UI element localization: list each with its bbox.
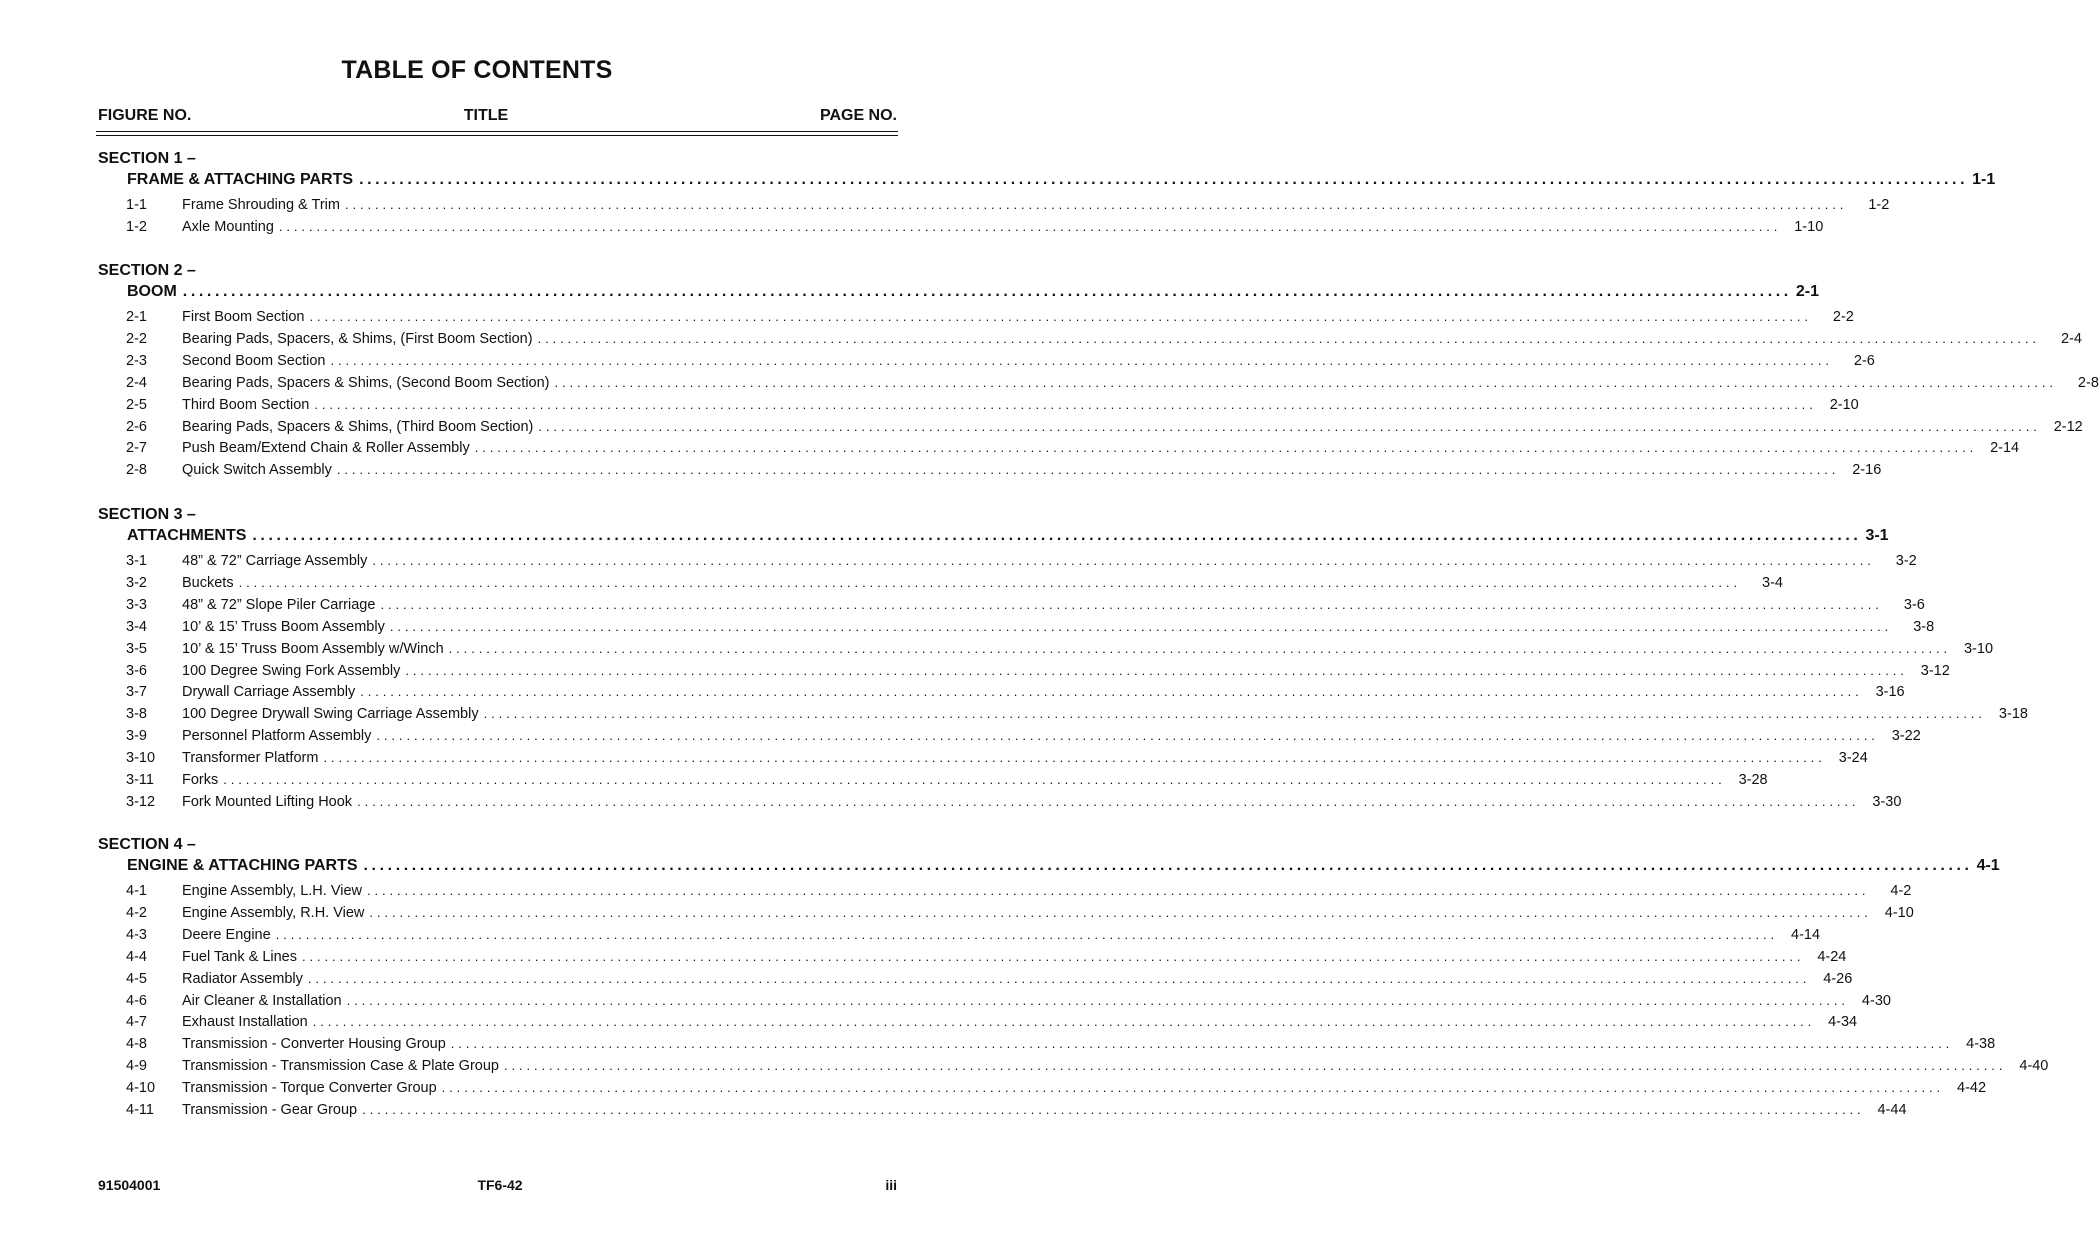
dot-leader: ........................................................................................................................................................................................................ (405, 662, 1908, 678)
dot-leader: ........................................................................................................................................................................................................ (346, 992, 1849, 1008)
figure-title: 10’ & 15’ Truss Boom Assembly (182, 618, 385, 635)
figure-number: 1-1 (126, 197, 147, 213)
figure-number: 4-6 (126, 992, 147, 1009)
toc-entry[interactable] (126, 418, 2083, 439)
figure-page-number: 2-14 (1990, 440, 2020, 457)
figure-number: 4-8 (126, 1036, 147, 1053)
figure-title: 10’ & 15’ Truss Boom Assembly w/Winch (182, 640, 444, 657)
figure-title: Engine Assembly, R.H. View (182, 904, 365, 921)
dot-leader: ........................................................................................................................................................................................................ (450, 1036, 1954, 1052)
footer-doc-number: 91504001 (98, 1177, 161, 1193)
figure-number: 3-9 (126, 728, 147, 745)
dot-leader: ........................................................................................................................................................................................................ (380, 596, 1883, 612)
figure-page-number: 3-4 (1762, 574, 1783, 591)
toc-entry[interactable] (126, 926, 1821, 947)
dot-leader: ........................................................................................................................................................................................................ (182, 283, 1792, 300)
dot-leader: ........................................................................................................................................................................................................ (307, 970, 1811, 986)
figure-page-number: 4-14 (1791, 926, 1821, 943)
figure-title: Quick Switch Assembly (182, 462, 332, 479)
figure-title: Transmission - Transmission Case & Plate Group (182, 1058, 499, 1075)
section-heading-row[interactable] (127, 171, 1996, 191)
section-page-number: 2-1 (1795, 283, 1819, 300)
toc-entry[interactable] (126, 1036, 1996, 1056)
section-page-number: 3-1 (1865, 527, 1889, 544)
figure-number: 3-12 (126, 793, 156, 810)
toc-entry[interactable] (126, 904, 1914, 925)
toc-entry[interactable] (126, 596, 1925, 617)
figure-page-number: 2-12 (2053, 418, 2083, 435)
figure-title: Push Beam/Extend Chain & Roller Assembly (182, 440, 470, 457)
toc-entry[interactable] (126, 396, 1859, 417)
dot-leader: ........................................................................................................................................................................................................ (302, 948, 1805, 964)
figure-title: Forks (182, 772, 219, 788)
toc-entry[interactable] (126, 684, 1905, 704)
toc-entry[interactable] (126, 618, 1935, 639)
figure-title: First Boom Section (182, 309, 305, 325)
figure-number: 4-2 (126, 904, 147, 921)
toc-entry[interactable] (126, 218, 1824, 239)
figure-title: Air Cleaner & Installation (182, 992, 342, 1009)
figure-page-number: 3-2 (1895, 553, 1917, 569)
dot-leader: ........................................................................................................................................................................................................ (537, 330, 2040, 346)
figure-page-number: 2-4 (2060, 330, 2082, 347)
toc-entry[interactable] (126, 640, 1994, 661)
dot-leader: ........................................................................................................................................................................................................ (238, 574, 1741, 590)
dot-leader: ........................................................................................................................................................................................................ (362, 1102, 1865, 1117)
dot-leader: ........................................................................................................................................................................................................ (503, 1058, 2007, 1074)
figure-page-number: 4-42 (1957, 1080, 1987, 1097)
figure-title: Transformer Platform (182, 750, 319, 767)
figure-title: 100 Degree Drywall Swing Carriage Assembly (182, 706, 479, 723)
figure-page-number: 3-22 (1891, 728, 1921, 745)
dot-leader: ........................................................................................................................................................................................................ (483, 706, 1986, 722)
section-label: SECTION 4 – (98, 836, 196, 853)
figure-number: 2-1 (126, 309, 147, 325)
toc-entry[interactable] (126, 309, 1854, 329)
figure-page-number: 3-10 (1963, 640, 1994, 657)
dot-leader: ........................................................................................................................................................................................................ (367, 883, 1870, 898)
footer-page-number: iii (885, 1177, 897, 1193)
toc-entry[interactable] (126, 992, 1891, 1013)
figure-page-number: 4-38 (1966, 1036, 1996, 1053)
figure-page-number: 1-10 (1794, 218, 1824, 235)
dot-leader: ........................................................................................................................................................................................................ (369, 904, 1872, 920)
section-heading-row[interactable] (127, 527, 1889, 547)
figure-page-number: 4-30 (1861, 992, 1891, 1009)
header-rule-top (96, 131, 898, 132)
figure-title: Deere Engine (182, 926, 271, 943)
toc-entry[interactable] (126, 970, 1853, 991)
dot-leader: ........................................................................................................................................................................................................ (363, 857, 1973, 874)
dot-leader: ........................................................................................................................................................................................................ (223, 772, 1726, 787)
figure-title: Fuel Tank & Lines (182, 948, 297, 965)
dot-leader: ........................................................................................................................................................................................................ (372, 553, 1875, 568)
dot-leader: ........................................................................................................................................................................................................ (441, 1080, 1945, 1096)
figure-page-number: 3-6 (1903, 596, 1925, 613)
section-label: SECTION 3 – (98, 506, 196, 523)
figure-number: 4-3 (126, 926, 147, 943)
figure-number: 3-4 (126, 618, 147, 635)
figure-page-number: 3-18 (1998, 706, 2028, 723)
figure-page-number: 3-30 (1872, 793, 1902, 810)
dot-leader: ........................................................................................................................................................................................................ (252, 527, 1862, 544)
figure-title: Transmission - Converter Housing Group (182, 1036, 446, 1053)
section-heading-row[interactable] (127, 857, 2000, 877)
figure-page-number: 3-16 (1875, 684, 1905, 701)
dot-leader: ........................................................................................................................................................................................................ (389, 618, 1893, 634)
figure-number: 4-4 (126, 948, 147, 965)
figure-number: 3-2 (126, 574, 147, 591)
dot-leader: ........................................................................................................................................................................................................ (336, 462, 1840, 478)
figure-page-number: 3-8 (1913, 618, 1935, 635)
figure-number: 2-5 (126, 396, 147, 413)
figure-title: Engine Assembly, L.H. View (182, 883, 362, 899)
figure-number: 4-10 (126, 1080, 156, 1097)
figure-title: Buckets (182, 574, 234, 591)
dot-leader: ........................................................................................................................................................................................................ (360, 684, 1863, 700)
figure-number: 3-3 (126, 596, 147, 613)
header-rule-bottom (96, 135, 898, 136)
dot-leader: ........................................................................................................................................................................................................ (344, 197, 1848, 212)
figure-title: Third Boom Section (182, 396, 310, 413)
figure-title: Personnel Platform Assembly (182, 728, 372, 745)
toc-entry[interactable] (126, 728, 1921, 748)
section-heading-row[interactable] (127, 283, 1819, 303)
figure-page-number: 4-24 (1817, 948, 1847, 965)
toc-entry[interactable] (126, 374, 2099, 395)
section-title: ENGINE & ATTACHING PARTS (127, 857, 358, 874)
figure-page-number: 4-34 (1828, 1014, 1858, 1031)
figure-number: 2-2 (126, 330, 147, 347)
toc-entry[interactable] (126, 948, 1847, 969)
toc-entry[interactable] (126, 662, 1950, 683)
dot-leader: ........................................................................................................................................................................................................ (309, 309, 1812, 324)
figure-number: 4-7 (126, 1014, 147, 1031)
toc-entry[interactable] (126, 574, 1783, 595)
figure-number: 3-6 (126, 662, 147, 679)
dot-leader: ........................................................................................................................................................................................................ (448, 640, 1952, 656)
figure-title: Exhaust Installation (182, 1014, 308, 1031)
dot-leader: ........................................................................................................................................................................................................ (312, 1014, 1816, 1030)
figure-page-number: 1-2 (1868, 197, 1890, 213)
figure-number: 2-4 (126, 374, 147, 391)
figure-page-number: 3-28 (1738, 772, 1768, 788)
figure-title: Drywall Carriage Assembly (182, 684, 356, 701)
toc-entry[interactable] (126, 1080, 1987, 1100)
section-page-number: 1-1 (1972, 171, 1996, 188)
dot-leader: ........................................................................................................................................................................................................ (538, 418, 2041, 434)
figure-title: Bearing Pads, Spacers, & Shims, (First Boom Section) (182, 330, 533, 347)
figure-title: Transmission - Torque Converter Group (182, 1080, 437, 1097)
toc-entry[interactable] (126, 1014, 1858, 1034)
figure-title: Axle Mounting (182, 218, 274, 235)
section-page-number: 4-1 (1976, 857, 2000, 874)
figure-number: 2-3 (126, 352, 147, 369)
figure-number: 3-10 (126, 750, 156, 767)
dot-leader: ........................................................................................................................................................................................................ (330, 352, 1833, 368)
toc-entry[interactable] (126, 772, 1768, 792)
dot-leader: ........................................................................................................................................................................................................ (359, 171, 1969, 188)
figure-number: 4-5 (126, 970, 147, 987)
section-title: BOOM (127, 283, 177, 300)
figure-page-number: 3-12 (1920, 662, 1950, 679)
figure-page-number: 4-10 (1884, 904, 1914, 921)
figure-number: 3-5 (126, 640, 147, 657)
figure-title: 48” & 72” Slope Piler Carriage (182, 596, 376, 613)
figure-page-number: 4-26 (1823, 970, 1853, 987)
figure-title: 100 Degree Swing Fork Assembly (182, 662, 401, 679)
toc-entry[interactable] (126, 750, 1868, 770)
dot-leader: ........................................................................................................................................................................................................ (278, 218, 1782, 234)
column-header-figure: FIGURE NO. (98, 107, 192, 124)
figure-number: 2-7 (126, 440, 147, 457)
page-title: TABLE OF CONTENTS (341, 56, 613, 84)
toc-entry[interactable] (126, 330, 2082, 351)
dot-leader: ........................................................................................................................................................................................................ (554, 374, 2057, 390)
figure-page-number: 4-2 (1890, 883, 1912, 899)
figure-title: Fork Mounted Lifting Hook (182, 793, 353, 810)
dot-leader: ........................................................................................................................................................................................................ (474, 440, 1978, 456)
section-title: FRAME & ATTACHING PARTS (127, 171, 354, 188)
figure-title: Transmission - Gear Group (182, 1102, 358, 1118)
footer-model: TF6-42 (477, 1177, 523, 1193)
figure-page-number: 4-40 (2019, 1058, 2049, 1075)
toc-entry[interactable] (126, 883, 1912, 903)
dot-leader: ........................................................................................................................................................................................................ (376, 728, 1879, 744)
toc-entry[interactable] (126, 1102, 1907, 1122)
dot-leader: ........................................................................................................................................................................................................ (275, 926, 1779, 942)
toc-entry[interactable] (126, 706, 2028, 726)
dot-leader: ........................................................................................................................................................................................................ (314, 396, 1817, 412)
figure-page-number: 3-24 (1838, 750, 1868, 767)
section-label: SECTION 2 – (98, 262, 196, 279)
dot-leader: ........................................................................................................................................................................................................ (323, 750, 1826, 766)
figure-number: 4-9 (126, 1058, 147, 1075)
toc-entry[interactable] (126, 553, 1917, 573)
toc-entry[interactable] (126, 352, 1875, 373)
toc-entry[interactable] (126, 793, 1902, 814)
section-title: ATTACHMENTS (127, 527, 247, 544)
figure-page-number: 4-44 (1877, 1102, 1907, 1118)
figure-number: 3-1 (126, 553, 147, 569)
figure-title: 48” & 72” Carriage Assembly (182, 553, 368, 569)
figure-page-number: 2-16 (1852, 462, 1882, 479)
column-header-title: TITLE (463, 107, 509, 124)
dot-leader: ........................................................................................................................................................................................................ (357, 793, 1860, 809)
figure-title: Second Boom Section (182, 352, 326, 369)
toc-entry[interactable] (126, 462, 1882, 482)
figure-number: 1-2 (126, 218, 147, 235)
figure-page-number: 2-6 (1853, 352, 1875, 369)
figure-title: Bearing Pads, Spacers & Shims, (Third Boom Section) (182, 418, 534, 435)
figure-number: 4-11 (126, 1102, 154, 1118)
figure-title: Frame Shrouding & Trim (182, 197, 340, 213)
figure-number: 3-8 (126, 706, 147, 723)
figure-title: Bearing Pads, Spacers & Shims, (Second Boom Section) (182, 374, 550, 391)
figure-page-number: 2-8 (2077, 374, 2099, 391)
toc-entry[interactable] (126, 197, 1890, 217)
figure-page-number: 2-2 (1832, 309, 1854, 325)
figure-page-number: 2-10 (1829, 396, 1859, 413)
column-header-page: PAGE NO. (819, 107, 897, 124)
figure-title: Radiator Assembly (182, 970, 303, 987)
section-label: SECTION 1 – (98, 150, 196, 167)
figure-number: 2-8 (126, 462, 147, 479)
figure-number: 3-7 (126, 684, 147, 701)
toc-entry[interactable] (126, 440, 2020, 460)
figure-number: 3-11 (126, 772, 154, 788)
figure-number: 2-6 (126, 418, 147, 435)
figure-number: 4-1 (126, 883, 147, 899)
toc-entry[interactable] (126, 1058, 2049, 1078)
